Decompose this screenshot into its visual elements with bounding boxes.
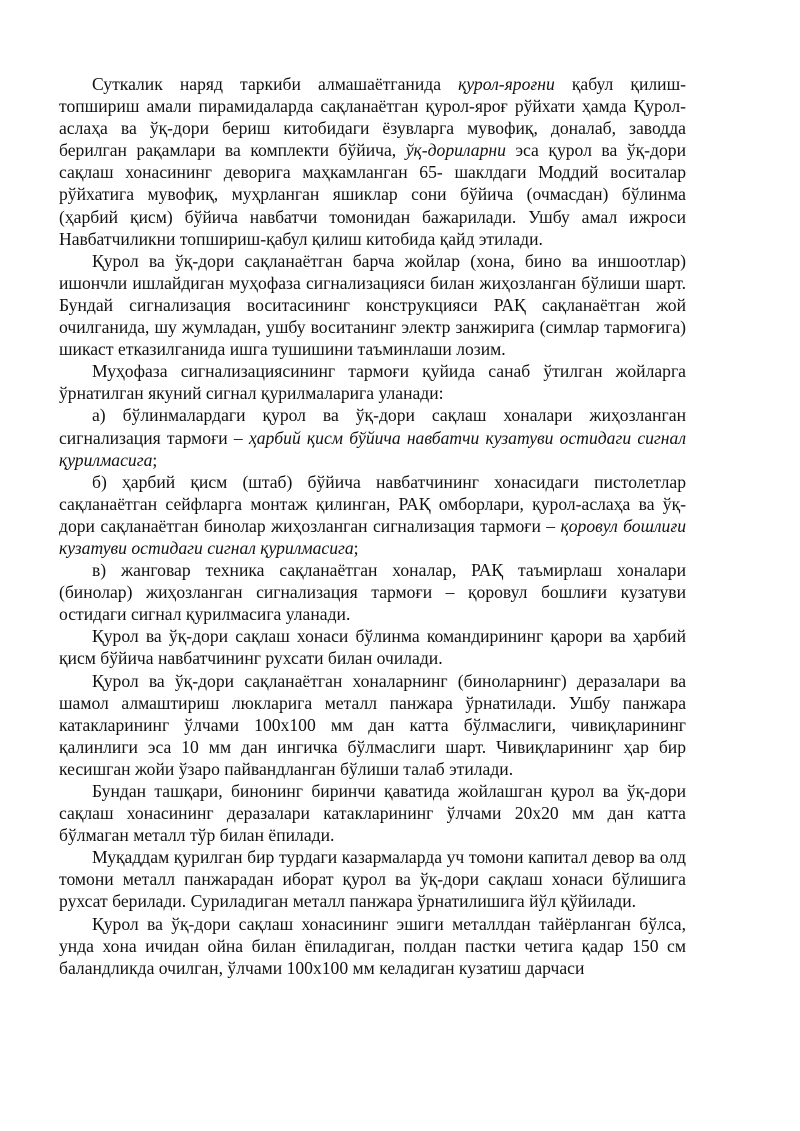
list-item-a bbox=[59, 404, 686, 470]
list-item-b-italic: қоровул бошлиғи кузатуви остидаги сигнал қурилмасига bbox=[59, 515, 686, 558]
paragraph-10 bbox=[59, 846, 686, 912]
paragraph-10-text: Муқаддам қурилган бир турдаги казармаларда уч томони капитал девор ва олд томони металл панжарадан иборат қурол ва ўқ-дори сақлаш хонаси бўлишига рухсат берилади. Суриладиган металл панжара ўрнатилишига йўл қўйилади. bbox=[59, 847, 686, 912]
paragraph-1-italic-2: ўқ-дориларни bbox=[405, 140, 506, 161]
paragraph-11-text: Қурол ва ўқ-дори сақлаш хонасининг эшиги металлдан тайёрланган бўлса, унда хона ичидан ойна билан ёпиладиган, полдан пастки четига қадар 150 см баландликда очилган, ўлчами 100х100 мм келадиган кузатиш дарчаси bbox=[59, 913, 686, 978]
paragraph-2-text: Қурол ва ўқ-дори сақланаётган барча жойлар (хона, бино ва иншоотлар) ишончли ишлайдиган муҳофаза сигнализацияси билан жиҳозланган бўлиши шарт. Бундай сигнализация воситасининг конструкцияси РАҚ сақланаётган жой очилганида, шу жумладан, ушбу воситанинг электр занжирига (симлар тармоғига) шикаст етказилганида ишга тушишини таъминлаши лозим. bbox=[59, 250, 686, 360]
paragraph-7-text: Қурол ва ўқ-дори сақлаш хонаси бўлинма командирининг қарори ва ҳарбий қисм бўйича навбатчининг рухсати билан очилади. bbox=[59, 626, 686, 669]
list-item-c-text: в) жанговар техника сақланаётган хоналар, РАҚ таъмирлаш хоналари (бинолар) жиҳозланган сигнализация тармоғи – қоровул бошлиғи кузатуви остидаги сигнал қурилмасига уланади. bbox=[59, 560, 686, 625]
list-item-a-text: а) бўлинмалардаги қурол ва ўқ-дори сақлаш хоналари жиҳозланган сигнализация тармоғи – bbox=[59, 405, 686, 448]
paragraph-8 bbox=[59, 670, 686, 780]
paragraph-3 bbox=[59, 360, 686, 404]
list-item-a-end: ; bbox=[152, 449, 158, 470]
paragraph-1 bbox=[59, 73, 686, 250]
paragraph-1-italic-1: қурол-яроғни bbox=[458, 74, 555, 94]
list-item-c bbox=[59, 559, 686, 625]
paragraph-11 bbox=[59, 913, 686, 979]
paragraph-7 bbox=[59, 625, 686, 669]
paragraph-1-text-1: Суткалик наряд таркиби алмашаётганида bbox=[92, 74, 459, 94]
paragraph-3-text: Муҳофаза сигнализациясининг тармоғи қуйида санаб ўтилган жойларга ўрнатилган якуний сигнал қурилмаларига уланади: bbox=[59, 361, 686, 404]
paragraph-9-text: Бундан ташқари, бинонинг биринчи қаватида жойлашган қурол ва ўқ-дори сақлаш хонасининг деразалари катакларининг ўлчами 20х20 мм дан катта бўлмаган металл тўр билан ёпилади. bbox=[59, 781, 686, 846]
paragraph-8-text: Қурол ва ўқ-дори сақланаётган хоналарнинг (биноларнинг) деразалари ва шамол алмаштириш люкларига металл панжара ўрнатилади. Ушбу панжара катакларининг ўлчами 100х100 мм дан катта бўлмаслиги, чивиқларининг қалинлиги эса 10 мм дан ингичка бўлмаслиги шарт. Чивиқларининг ҳар бир кесишган жойи ўзаро пайвандланган бўлиши талаб этилади. bbox=[59, 670, 686, 779]
list-item-b-text: б) ҳарбий қисм (штаб) бўйича навбатчининг хонасидаги пистолетлар сақланаётган сейфларга монтаж қилинган, РАҚ омборлари, қурол-аслаҳа ва ўқ-дори сақланаётган бинолар жиҳозланган сигнализация тармоғи – bbox=[59, 471, 686, 536]
paragraph-2 bbox=[59, 250, 686, 360]
list-item-b-end: ; bbox=[353, 537, 359, 558]
paragraph-1-text-3: эса қурол ва ўқ-дори сақлаш хонасининг деворига маҳкамланган 65- шаклдаги Моддий воситалар рўйхатига мувофиқ, муҳрланган яшиклар сони бўйича (очмасдан) бўлинма (ҳарбий қисм) бўйича навбатчи томонидан бажарилади. Ушбу амал ижроси Навбатчиликни топшириш-қабул қилиш китобида қайд этилади. bbox=[59, 140, 686, 249]
paragraph-9 bbox=[59, 780, 686, 846]
paragraph-1-text-2: қабул қилиш-топшириш амали пирамидаларда сақланаётган қурол-яроғ рўйхати ҳамда Қурол-аслаҳа ва ўқ-дори бериш китобидаги ёзувларга мувофиқ, доналаб, заводда берилган рақамлари ва комплекти бўйича, bbox=[59, 74, 686, 161]
list-item-a-italic: ҳарбий қисм бўйича навбатчи кузатуви остидаги сигнал қурилмасига bbox=[59, 427, 686, 470]
document-page bbox=[59, 73, 686, 979]
list-item-b bbox=[59, 471, 686, 559]
